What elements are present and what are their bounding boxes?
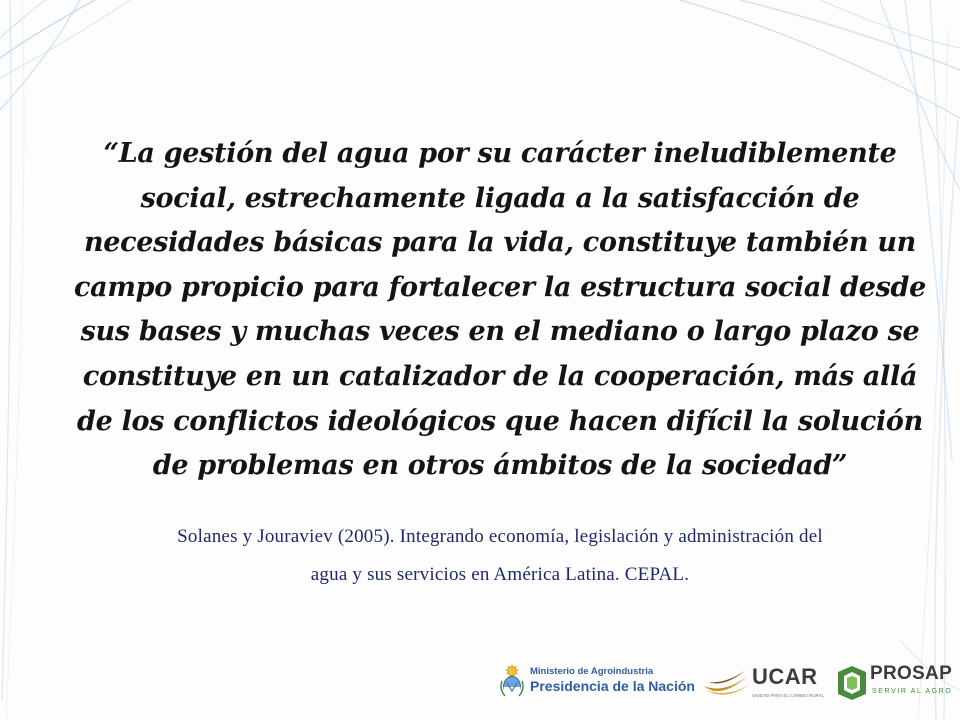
- ministry-line1: Ministerio de Agroindustria: [530, 666, 654, 677]
- quote-text: [70, 132, 930, 489]
- quote-line: de problemas en otros ámbitos de la sociedad”: [152, 450, 848, 482]
- quote-line: social, estrechamente ligada a la satisfacción de: [140, 182, 860, 214]
- footer-logos: [496, 656, 953, 708]
- ministry-line2: Presidencia de la Nación: [530, 678, 695, 694]
- citation-text: [60, 518, 940, 594]
- quote-line: “La gestión del agua por su carácter ineludiblemente: [103, 138, 897, 169]
- ministry-logo: [496, 662, 695, 702]
- prosap-tagline: SERVIR AL AGRO: [872, 688, 953, 695]
- ucar-logo: [702, 660, 825, 704]
- argentina-coat-of-arms-icon: [498, 663, 526, 701]
- prosap-logo: [836, 660, 953, 704]
- quote-line: de los conflictos ideológicos que hacen difícil la solución: [77, 405, 923, 437]
- citation-line: agua y sus servicios en América Latina. CEPAL.: [310, 564, 690, 585]
- ucar-name: UCAR: [752, 664, 818, 689]
- quote-line: sus bases y muchas veces en el mediano o largo plazo se: [80, 316, 920, 348]
- citation-line: Solanes y Jouraviev (2005). Integrando economía, legislación y administración del: [177, 526, 823, 547]
- quote-line: necesidades básicas para la vida, constituye también un: [83, 227, 917, 259]
- ucar-swoosh-icon: [702, 662, 752, 702]
- prosap-leaf-icon: [836, 664, 868, 700]
- ucar-tagline: UNIDAD PARA EL CAMBIO RURAL: [752, 693, 825, 698]
- quote-line: campo propicio para fortalecer la estructura social desde: [74, 271, 926, 303]
- prosap-name: PROSAP: [870, 663, 953, 684]
- quote-line: constituye en un catalizador de la cooperación, más allá: [82, 360, 918, 392]
